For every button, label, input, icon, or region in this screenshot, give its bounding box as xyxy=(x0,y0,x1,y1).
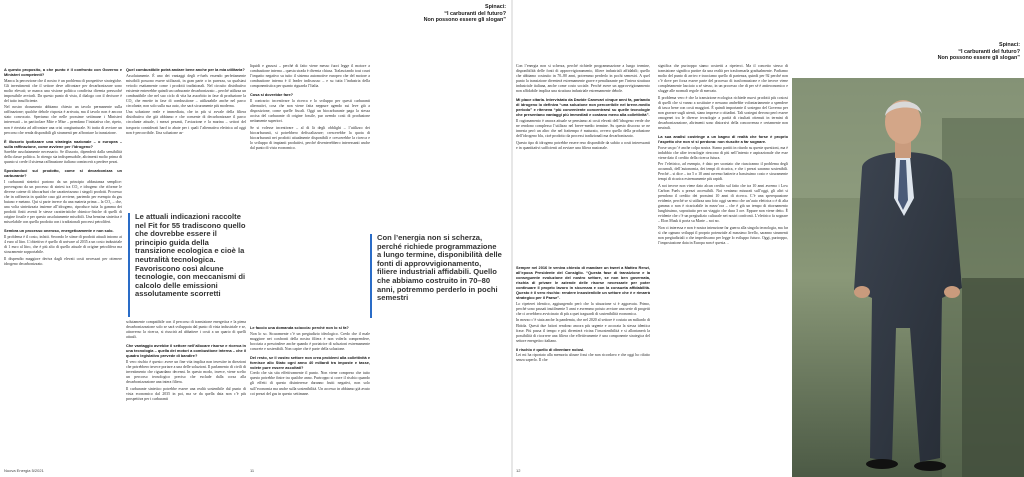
body-paragraph: Se si volesse incentivare – al di là degli obblighi – l’utilizzo dei biocarburanti, si potrebbero defiscalizzare; crescerebbe la quota di biocarburanti nei prodotti attualmente disponibili e crescerebbe la ricerca e lo sviluppo di impianti produttivi, perché diventerebbero interessanti anche dal punto di vista economico. xyxy=(250,125,370,150)
pull-quote-left-text: Le attuali indicazioni raccolte nel Fit for 55 tradiscono quello che dovrebbe essere il principio guida della transizione ecologica e cioè la neutralità tecnologica. Favoriscono così alcune tecnologie, con meccanismi di calcolo delle emissioni assolutamente scorretti xyxy=(135,213,246,299)
running-head-left-line3: Non possono essere gli slogan” xyxy=(423,17,506,24)
question-heading: Spostandoci sul prodotto, come si decarbonizza un carburante? xyxy=(4,168,122,179)
question-heading: Sempre nel 2016 le veniva chiesto di mandare un tweet a Matteo Renzi, all’epoca Presidente del Consiglio. “Questa fase di transizione e la conseguente evoluzione del nostro settore, se non ben governata, rischia di privare le aziende delle risorse necessarie per poter continuare il proprio lavoro in sicurezza e con la consueta affidabilità. Questo è il vero rischio: rendere insostenibile un settore che è e rimarrà strategico per il Paese”. xyxy=(516,265,650,301)
column-3-continued xyxy=(250,322,370,466)
body-paragraph: Manca la percezione che il nostro è un problema di prospettive strategiche. Gli investimenti che il settore deve affrontare per decarbonizzare sono molto elevati; se manca una visione politica condivisa diventa pressoché impossibile avviarli. Da questo punto di vista, il dialogo con il decisore è del tutto insufficiente. xyxy=(4,78,122,103)
body-paragraph: Forse un po’ è anche colpa nostra. Siamo partiti in ritardo su queste questioni, ma è indubbio che altre tecnologie riescono di più nell’intento e aspirazionale che esse viene dato il credito della ricerca futura. xyxy=(658,145,788,160)
body-paragraph: Il problema vero è che la transizione ecologica richiede nuovi prodotti più costosi di quelli che si vanno a sostituire e nessuno andrebbe volontariamente a spendere di tasca bene con costi maggiori. È quindi importante il sostegno del Governo per non gravare sugli utenti, siano imprese o cittadini. Tali sostegni devono però essere omogenei tra le diverse tecnologie a parità di risultati ottenuti in termini di decarbonizzazione, altrimenti sono distorsivi della concorrenza e certamente non neutrali. xyxy=(658,95,788,131)
body-paragraph: significa che purtroppo siamo costretti a ripeterci. Ma il concetto stesso di transizione significa partire da una realtà per trasformarla gradualmente. Parliamo molto del punto di arrivo e tracciamo quello di partenza, quindi per 92 perché non c’è dove per forza essere parte del processo di trasformazione e che invece viene completamente lasciato a sé stesso, in un processo che di per sé è antieconomico e sfugge alle normali regole di mercato. xyxy=(658,64,788,94)
column-4 xyxy=(516,64,650,258)
portrait-illustration xyxy=(792,78,1024,477)
question-heading: Sembra un processo oneroso, energeticamente e non solo. xyxy=(4,228,114,234)
body-paragraph: Non lo so. Sicuramente c’è un pregiudizio ideologico. Credo che il male maggiore nei confronti della nostra filiera è non volerla comprendere, bocciata a prescindere anche quando è portatrice di soluzioni estremamente concrete e sostenibili. Non capire che è parte della soluzione. xyxy=(250,331,370,351)
question-heading: La sua analisi costringe a un bagno di realtà che forse è proprio l’aspetto che non vi si perdona: non riuscite a far sognare. xyxy=(658,134,788,145)
running-head-right-line3: Non possono essere gli slogan” xyxy=(937,55,1020,62)
running-head-right-line2: “I carburanti del futuro? xyxy=(958,48,1020,55)
body-paragraph: Questo tipo di idrogeno potrebbe essere reso disponibile da subito a costi interessanti e in quantitativi sufficienti ad avviare una filiera nazionale. xyxy=(516,140,650,150)
body-paragraph: Nel nostro documento abbiamo chiesto un tavolo permanente sulla raffinazione; qualche debole risposta è arrivata, ma il tavolo non è ancora stato convocato. Speriamo che nelle prossime settimane i Ministeri interessati – in particolare Mite e Mise – prendano l’iniziativa che, ripeto, non è rinviata ad affrontare una crisi congiunturale. Si tratta di avviare un percorso che renda disponibili gli strumenti per affrontare la transizione. xyxy=(4,105,122,135)
body-paragraph: Sarebbe assolutamente necessario. Se illusorio, dipenderà dalla sensibilità della classe politica. Io ritengo sia indispensabile, altrimenti molto prima di quanto si crede il sistema raffinazione italiano comincerà a perdere pezzi. xyxy=(4,150,122,165)
question-heading: Mi piace citarla. Intervistato da Davide Canevari cinque anni fa, parlando di idrogeno lo definiva “una soluzione non percorribile nel breve-medio periodo” e riteneva “più conveniente concentrarsi su quelle tecnologie che presentano vantaggi più immediati e costano meno alla collettività”. xyxy=(516,97,650,118)
column-2-continued xyxy=(126,320,246,466)
question-heading: È illusorio ipotizzare una strategia nazionale – o europea – sulla raffinazione, come avviene per l’idrogeno? xyxy=(4,138,122,149)
body-paragraph: Una soluzione reale e immediata, che in più si avvale della filiera distributiva che già abbiamo e che consente di decarbonizzare il parco circolante attuale, i mezzi pesanti, l’aviazione e la marina – settori del trasporto considerati hard to abate per i quali l’alternativa elettrica ad oggi non è percorribile. Una soluzione as- xyxy=(126,110,246,135)
body-paragraph: Il contrario: incentivare la ricerca e lo sviluppo per questi carburanti alternativi, cosa che non viene fatta neppure agendo sui leve già a disposizione, come quelle fiscali. Oggi un biocarburante paga la stessa accisa del carburante di origine fossile, pur avendo costi di produzione nettamente superiori. xyxy=(250,98,370,123)
question-heading: Cosa si dovrebbe fare? xyxy=(250,92,294,98)
body-paragraph: In mezzo c’è stata anche la pandemia, che nel 2020 al settore è costata un miliardo di Ebitda. Questi due fattori rendono ancora più urgente e accorata la stessa identica frase. Più passa il tempo e più diventerà vicina l’insostenibilità e si allontanerà la possibilità di ricorrere una filiera che effettivamente è una componente strategica del settore energetico italiano. xyxy=(516,318,650,343)
folio-page-left: 11 xyxy=(250,468,255,473)
folio-magazine-title: Nuova Energia 5/2021 xyxy=(4,468,44,473)
column-2 xyxy=(126,64,246,194)
column-3 xyxy=(250,64,370,244)
pull-quote-right xyxy=(370,234,502,318)
body-paragraph: solutamente compatibile con il percorso di transizione energetica e la piena decarbonizzazione solo se sarà sviluppata dal punto di vista industriale e se, attraverso la ricerca, si riuscirà ad abbattere i costi a un quarto di quelli attuali. xyxy=(126,320,246,340)
folio-page-right: 12 xyxy=(516,468,521,473)
question-heading: Quel combustibile potrà andare bene anche per la mia utilitaria? xyxy=(126,67,245,72)
column-5 xyxy=(658,64,788,466)
running-head-left-name: Spinaci: xyxy=(485,4,506,10)
pull-quote-left xyxy=(128,213,246,317)
running-head-left xyxy=(386,4,506,24)
page-gutter xyxy=(511,0,513,477)
body-paragraph: Il dispendio maggiore deriva dagli elevati costi necessari per ottenere idrogeno decarbonizzato. xyxy=(4,256,122,266)
body-paragraph: Il ragionamento è ancora attuale se pensiamo ai costi elevati dell’idrogeno verde che ne rendono complesso l’utilizzo nel breve-medio termine. Su questo discorso se ne innesta però un altro che nel frattempo è maturato, ovvero quello della produzione dell’idrogeno blu, cioè prodotto da processi tradizionali ma decarbonizzato. xyxy=(516,118,650,139)
body-paragraph: liquidi e gassosi – perché di fatto viene messo fuori legge il motore a combustione interna – questa strada è diventa chiusa. Tralasciando tout court l’impatto negativo su tutto il sistema automotive europeo che del motore a combustione interna è il leader indiscusso – e su tutta l’industria della componentistica per quanto riguarda l’Italia. xyxy=(250,64,370,89)
portrait-photo xyxy=(792,78,1024,477)
body-paragraph: Credo che sia stia effettivamente il punto. Non viene compreso che tutto questo potrebbe finire tra qualche anno. Purtroppo si corre il rischio quando gli effetti di questo disinteresse daranno frutti negativi, non solo sull’economia ma anche sulla sostenibilità. Un accesso in abbiamo già avuto coi prezzi del gas in questo settimane. xyxy=(250,371,370,396)
running-head-left-line2: “I carburanti del futuro? xyxy=(444,10,506,17)
body-paragraph: Non ci interessa e non è nostra intenzione far guerra alla singola tecnologia, ma far sì che ognuno sviluppi il proprio potenziale al massimo livello, saranno strumenti non pregiudiziali o che impediscano per legge lo sviluppo futuro. Oggi, purtroppo, l’impostazione data in Europa non è questa… xyxy=(658,225,788,246)
body-paragraph: Il vero rischio è questo: avere un fine vita implica non investire in direzioni che potrebbero invece portare a una delle soluzioni. Il parlamento di civili di investimento che riguardano decenni. In questo modo, invece, viene scelto un percorso tecnologico preciso che esclude dalla corsa alla decarbonizzazione una intera filiera. xyxy=(126,359,246,385)
body-paragraph: Lei mi ha riportato alla memoria alcune frasi che non ricordavo e che oggi ho rifatto senza saperlo. Il che xyxy=(516,353,650,363)
question-heading: Le faccio una domanda scioccia: perché non lo si fa? xyxy=(250,325,349,330)
body-paragraph: Il carburante sintetico potrebbe essere una realtà sostenibile dal punto di vista economico dal 2035 in poi, ma se da quella data non c’è più prospettiva per i carburanti xyxy=(126,386,246,401)
pull-quote-right-text: Con l’energia non si scherza, perché richiede programmazione a lungo termine, disponibilità delle fonti di approvvigionamento, filiere industriali affidabili. Quello che abbiamo costruito in 70–80 anni, potremmo perderlo in pochi semestri xyxy=(377,234,502,303)
question-heading: A questo proposito, a che punto è il confronto con Governo e Ministeri competenti? xyxy=(4,67,122,78)
body-paragraph: Con l’energia non si scherza, perché richiede programmazione a lungo termine, disponibilità delle fonti di approvvigionamento, filiere industriali affidabili; quello che abbiamo costruito in 70–80 anni, potremmo perderlo in pochi semestri. A quel punto la transizione diventerà estremamente grave e penalizzante per l’intera struttura industriale italiana, anche come costo sociale. Perché avere un approvvigionamento non affidabile implica una struttura industriale estremamente debole. xyxy=(516,64,650,94)
question-heading: Che vantaggio avrebbe il settore nell’allocare risorse e ricerca in una tecnologia – quella dei motori a combustione interna – che il quadro legislativo prevede di bandire? xyxy=(126,343,246,359)
body-paragraph: Assolutamente. È uno dei vantaggi degli e-fuels essendo perfettamente miscibili possono essere utilizzati, in gran parte o in purezza, su qualsiasi veicolo esattamente come i prodotti tradizionali. Nel circuito distributivo esistente entrerebbe quindi un carburante decarbonizzato – perché utilizza un combustibile che nel suo ciclo di vita ha assorbito in fase di produzione la CO₂ che emette in fase di combustione – utilizzabile anche nel parco circolante, non solo sulla sua auto, che sarà sicuramente più moderna. xyxy=(126,73,246,108)
question-heading: Del resto, se il vostro settore non crea problemi alla collettività e fornisce allo Stato ogni anno 40 miliardi tra imposte e tasse, volete pure essere ascoltati? xyxy=(250,354,370,370)
body-paragraph: Il problema è il costo, infatti. Secondo le stime di prodotti attuali intorno ai 4 euro al litro. L’obiettivo è quello di arrivare al 2035 a un costo industriale di 1 euro al litro, che è più alto di quello attuale di origine petrolifera ma sicuramente sopportabile. xyxy=(4,234,122,255)
running-head-right-name: Spinaci: xyxy=(999,42,1020,48)
question-heading: Il rischio è quello di diventare nolosi. xyxy=(516,346,585,352)
running-head-right xyxy=(898,42,1020,62)
body-paragraph: A noi invece non viene dato alcun credito sul fatto che tra 10 anni avremo i Low Carbon Fuels a prezzi accessibili. Noi veniamo misurati sull’oggi, gli altri si prendono il credito dei prossimi 10 anni di ricerca. C’è una sperequazione evidente, perché se si utilizza una foto oggi saremo che un’auto elettrica o è di alta gamma o non è ricaricabile in mezz’ora – che è già un tempo di ritornamento lunghissimo, soprattutto per un viaggio che dura 3 ore. Eppure non viene detto. È evidente che c’è un pregiudizio culturale nei nostri confronti. L’elettrico fa sognare – Elon Musk ti porta su Marte – noi no. xyxy=(658,184,788,224)
body-paragraph: Lo ripeterei identico, aggiungendo però che la situazione si è aggravata. Primo, perché sono passati inutilmente 5 anni e avremmo potuto avviare una serie di progetti che ci avrebbero avvicinato di più a quei traguardi di sostenibilità economica. xyxy=(516,301,650,316)
column-4-continued xyxy=(516,262,650,466)
body-paragraph: Per l’elettrico, ad esempio, è dato per scontato che riusciranno il problema degli accumuli, dell’autonomia, dei tempi di ricarica, e che i prezzi saranno sostenibili. Perché – si dice – tra 5 o 10 anni avremo batterie a bassissimo costo e sicuramente tempi di ricarica estremamente più rapidi. xyxy=(658,162,788,182)
body-paragraph: I carburanti sintetici partono da un principio abbastanza semplice: provengono da un processo di sintesi tra CO₂ e idrogeno che riforme le diverse catene di idrocarburi che caratterizzano i singoli prodotti. Processo che in raffineria in qualche caso già avviene, partendo per esempio da gas butano e metano. Qui si parte invece da una materia prima – la CO₂ – che, una volta sintetizzata insieme all’idrogeno, riproduce tutta la gamma dei prodotti finiti aventi le stesse caratteristiche chimico-fisiche di quelli di origine fossile e per questo assolutamente miscibili. Una benzina sintetica è miscelabile con quella prodotta con i tradizionali processi petroliferi. xyxy=(4,179,122,225)
column-1 xyxy=(4,64,122,466)
